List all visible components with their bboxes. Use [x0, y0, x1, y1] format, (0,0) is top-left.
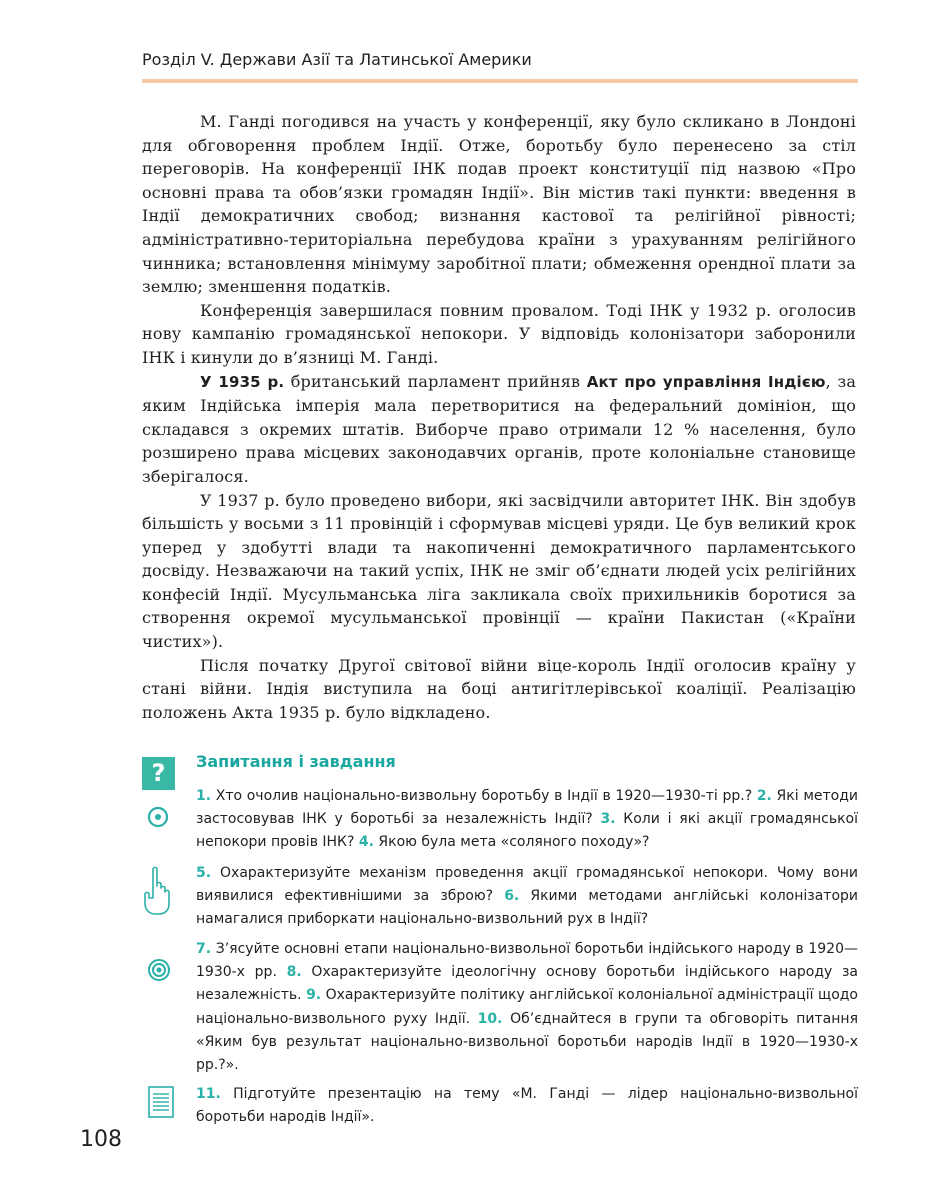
task-text: Коли і які акції громадянської непокори провів ІНК? [196, 811, 858, 851]
target-icon [147, 958, 171, 987]
task-text: Якими методами англійські колонізатори намагалися приборкати національно-визвольний рух в Індії? [196, 888, 858, 928]
task-number: 9. [306, 987, 322, 1004]
task-number: 2. [756, 788, 772, 804]
paragraph-1: М. Ганді погодився на участь у конференції, яку було скликано в Лондоні для обговорення проблем Індії. Отже, боротьбу було перенесено за стіл переговорів. На конференції ІНК подав проект конституції під назвою «Про основні права та обов’язки громадян Індії». Він містив такі пункти: введення в Індії демократичних свобод; визнання кастової та релігійної рівності; адміністративно-територіальна перебудова країни з урахуванням релігійного чинника; встановлення мінімуму заробітної плати; обмеження орендної плати за землю; зменшення податків. [142, 112, 856, 297]
task-number: 4. [358, 834, 374, 851]
task-number: 3. [600, 811, 616, 828]
paragraph-5: Після початку Другої світової війни віце-король Індії оголосив країну у стані війни. Індія виступила на боці антигітлерівської коаліції. Реалізацію положень Акта 1935 р. було відкладено. [142, 655, 856, 722]
main-text [142, 110, 856, 724]
task-text: Підготуйте презентацію на тему «М. Ганді — лідер національно-визвольної боротьби народів Індії». [196, 1086, 858, 1126]
question-mark-icon: ? [142, 757, 175, 790]
chapter-header: Розділ V. Держави Азії та Латинської Америки [142, 50, 532, 69]
task-text: Охарактеризуйте механізм проведення акції громадянської непокори. Чому вони виявилися ефективнішими за зброю? [196, 865, 858, 905]
task-number: 6. [504, 888, 520, 905]
bold-date: У 1935 р. [200, 372, 285, 391]
circle-dot-icon [147, 806, 169, 833]
task-text: З’ясуйте основні етапи національно-визвольної боротьби індійського народу в 1920—1930-х рр. [196, 941, 858, 981]
document-icon [148, 1086, 174, 1123]
paragraph-3 [142, 370, 856, 489]
task-text: Якою була мета «соляного походу»? [373, 834, 650, 851]
task-number: 10. [477, 1010, 503, 1027]
pointing-hand-icon [141, 866, 171, 921]
paragraph-4: У 1937 р. було проведено вибори, які засвідчили авторитет ІНК. Він здобув більшість у восьми з 11 провінцій і сформував місцеві уряди. Це був великий крок уперед у здобутті влади та накопиченні демократичного парламентського досвіду. Незважаючи на такий успіх, ІНК не зміг об’єднати людей усіх релігійних конфесій Індії. Мусульманська ліга закликала своїх прихильників боротися за створення окремої мусульманської провінції — країни Пакистан («Країни чистих»). [142, 490, 856, 652]
task-group-4 [196, 1083, 858, 1129]
task-group-1 [196, 785, 858, 855]
questions-title: Запитання і завдання [196, 752, 396, 771]
task-number: 1. [196, 788, 212, 804]
header-divider [142, 79, 858, 83]
paragraph-3-rest: , за яким Індійська імперія мала перетворитися на федеральний домініон, що складався з окремих штатів. Виборче право отримали 12 % населення, було розширено права місцевих законодавчих органів, проте колоніальне становище зберігалося. [142, 371, 857, 486]
task-text: Які методи застосовував ІНК у боротьбі за незалежність Індії? [196, 788, 858, 828]
task-text: Хто очолив національно-визвольну боротьбу в Індії в 1920—1930-ті рр.? [211, 788, 757, 804]
task-group-3 [196, 938, 858, 1077]
task-number: 11. [196, 1086, 221, 1102]
task-text: Охарактеризуйте ідеологічну основу боротьби індійського народу за незалежність. [196, 964, 859, 1004]
task-number: 7. [196, 941, 212, 957]
bold-act-title: Акт про управління Індією [586, 372, 826, 391]
task-group-2 [196, 862, 858, 932]
task-text: Об’єднайтеся в групи та обговоріть питання «Яким був результат національно-визвольної боротьби народів Індії в 1920—1930-х рр.?». [196, 1010, 858, 1074]
task-text: Охарактеризуйте політику англійської колоніальної адміністрації щодо національно-визвольного руху Індії. [196, 987, 859, 1027]
task-number: 5. [196, 865, 212, 881]
paragraph-2: Конференція завершилася повним провалом. Тоді ІНК у 1932 р. оголосив нову кампанію громадянської непокори. У відповідь колонізатори заборонили ІНК і кинули до в’язниці М. Ганді. [142, 300, 856, 367]
paragraph-3-mid: британський парламент прийняв [284, 371, 587, 391]
task-number: 8. [286, 964, 302, 981]
page-number: 108 [80, 1127, 122, 1152]
